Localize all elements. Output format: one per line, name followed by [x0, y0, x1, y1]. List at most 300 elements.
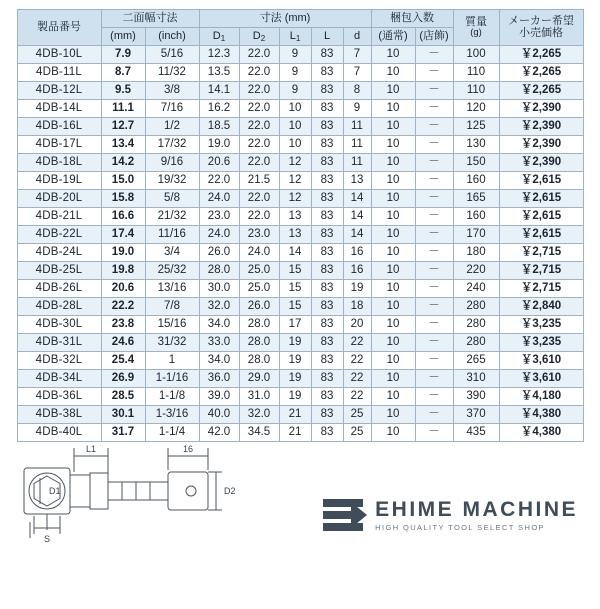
cell-d1: 39.0 [199, 388, 239, 406]
cell-d1: 19.0 [199, 136, 239, 154]
cell-d: 14 [343, 208, 371, 226]
cell-model: 4DB-18L [17, 154, 101, 172]
header-d1: $D_1$ [199, 28, 239, 46]
cell-l1: 21 [279, 406, 311, 424]
cell-shop: － [415, 226, 453, 244]
header-mm: (mm) [101, 28, 145, 46]
cell-shop: － [415, 208, 453, 226]
header-price: メーカー希望 小売価格 [499, 10, 583, 46]
cell-l1: 19 [279, 370, 311, 388]
cell-d1: 33.0 [199, 334, 239, 352]
cell-l: 83 [311, 280, 343, 298]
table-row [17, 82, 583, 100]
cell-price: ￥2,265 [499, 46, 583, 64]
cell-d: 22 [343, 370, 371, 388]
cell-d2: 26.0 [239, 298, 279, 316]
cell-price: ￥2,390 [499, 100, 583, 118]
cell-pack: 10 [371, 100, 415, 118]
product-spec-sheet [0, 9, 600, 609]
cell-d2: 28.0 [239, 316, 279, 334]
cell-d1: 14.1 [199, 82, 239, 100]
cell-l: 83 [311, 100, 343, 118]
cell-l: 83 [311, 226, 343, 244]
bottom-area [0, 442, 600, 550]
cell-shop: － [415, 118, 453, 136]
cell-d2: 22.0 [239, 118, 279, 136]
cell-model: 4DB-14L [17, 100, 101, 118]
table-row [17, 136, 583, 154]
cell-d: 25 [343, 424, 371, 442]
cell-s: 31.7 [101, 424, 145, 442]
header-across-flats: 二面幅寸法 [101, 10, 199, 28]
cell-d2: 25.0 [239, 280, 279, 298]
cell-l: 83 [311, 352, 343, 370]
header-packing: 梱包入数 [371, 10, 453, 28]
cell-model: 4DB-16L [17, 118, 101, 136]
cell-pack: 10 [371, 388, 415, 406]
cell-model: 4DB-38L [17, 406, 101, 424]
cell-s: 15.8 [101, 190, 145, 208]
cell-weight: 265 [453, 352, 499, 370]
cell-pack: 10 [371, 370, 415, 388]
cell-model: 4DB-36L [17, 388, 101, 406]
cell-inch: 25/32 [145, 262, 199, 280]
cell-inch: 5/16 [145, 46, 199, 64]
cell-price: ￥3,235 [499, 316, 583, 334]
cell-s: 17.4 [101, 226, 145, 244]
cell-d1: 42.0 [199, 424, 239, 442]
cell-inch: 9/16 [145, 154, 199, 172]
cell-weight: 170 [453, 226, 499, 244]
cell-l: 83 [311, 406, 343, 424]
cell-l: 83 [311, 82, 343, 100]
cell-model: 4DB-31L [17, 334, 101, 352]
cell-l1: 12 [279, 172, 311, 190]
header-l1: $L_1$ [279, 28, 311, 46]
cell-inch: 3/4 [145, 244, 199, 262]
cell-l: 83 [311, 262, 343, 280]
cell-d2: 21.5 [239, 172, 279, 190]
cell-weight: 280 [453, 334, 499, 352]
cell-l1: 12 [279, 190, 311, 208]
cell-model: 4DB-21L [17, 208, 101, 226]
cell-d: 7 [343, 64, 371, 82]
cell-s: 8.7 [101, 64, 145, 82]
table-row [17, 208, 583, 226]
table-row [17, 226, 583, 244]
cell-d: 11 [343, 118, 371, 136]
cell-weight: 150 [453, 154, 499, 172]
cell-l: 83 [311, 316, 343, 334]
cell-price: ￥2,265 [499, 82, 583, 100]
cell-d1: 36.0 [199, 370, 239, 388]
cell-price: ￥4,180 [499, 388, 583, 406]
cell-s: 14.2 [101, 154, 145, 172]
cell-model: 4DB-17L [17, 136, 101, 154]
cell-d2: 28.0 [239, 352, 279, 370]
cell-weight: 310 [453, 370, 499, 388]
cell-price: ￥3,610 [499, 370, 583, 388]
cell-inch: 15/16 [145, 316, 199, 334]
cell-weight: 160 [453, 172, 499, 190]
cell-l1: 15 [279, 298, 311, 316]
cell-d1: 34.0 [199, 316, 239, 334]
cell-d2: 24.0 [239, 244, 279, 262]
cell-l: 83 [311, 424, 343, 442]
cell-s: 20.6 [101, 280, 145, 298]
cell-l1: 15 [279, 280, 311, 298]
cell-shop: － [415, 46, 453, 64]
cell-pack: 10 [371, 424, 415, 442]
cell-weight: 160 [453, 208, 499, 226]
cell-d1: 24.0 [199, 190, 239, 208]
cell-weight: 110 [453, 64, 499, 82]
cell-model: 4DB-20L [17, 190, 101, 208]
cell-d2: 22.0 [239, 136, 279, 154]
cell-l: 83 [311, 172, 343, 190]
cell-d: 22 [343, 388, 371, 406]
cell-inch: 17/32 [145, 136, 199, 154]
cell-s: 26.9 [101, 370, 145, 388]
cell-shop: － [415, 334, 453, 352]
socket-dimension-drawing [18, 442, 268, 546]
cell-l1: 13 [279, 208, 311, 226]
cell-pack: 10 [371, 154, 415, 172]
cell-d: 18 [343, 298, 371, 316]
cell-l1: 9 [279, 82, 311, 100]
cell-pack: 10 [371, 136, 415, 154]
header-model: 製品番号 [17, 10, 101, 46]
cell-d: 11 [343, 136, 371, 154]
cell-model: 4DB-19L [17, 172, 101, 190]
cell-shop: － [415, 154, 453, 172]
cell-s: 24.6 [101, 334, 145, 352]
cell-inch: 1/2 [145, 118, 199, 136]
cell-pack: 10 [371, 298, 415, 316]
cell-l1: 9 [279, 46, 311, 64]
cell-price: ￥4,380 [499, 424, 583, 442]
table-row [17, 334, 583, 352]
cell-shop: － [415, 370, 453, 388]
cell-d2: 22.0 [239, 190, 279, 208]
cell-l1: 14 [279, 244, 311, 262]
cell-inch: 3/8 [145, 82, 199, 100]
cell-shop: － [415, 262, 453, 280]
cell-pack: 10 [371, 352, 415, 370]
cell-l1: 10 [279, 100, 311, 118]
cell-pack: 10 [371, 82, 415, 100]
cell-l1: 19 [279, 388, 311, 406]
table-row [17, 244, 583, 262]
cell-shop: － [415, 280, 453, 298]
cell-d2: 22.0 [239, 154, 279, 172]
brand-name: EHIME MACHINE [375, 497, 578, 521]
cell-shop: － [415, 172, 453, 190]
cell-d2: 22.0 [239, 64, 279, 82]
cell-inch: 13/16 [145, 280, 199, 298]
cell-pack: 10 [371, 334, 415, 352]
cell-inch: 5/8 [145, 190, 199, 208]
cell-model: 4DB-12L [17, 82, 101, 100]
cell-weight: 180 [453, 244, 499, 262]
cell-pack: 10 [371, 244, 415, 262]
cell-inch: 7/8 [145, 298, 199, 316]
cell-price: ￥4,380 [499, 406, 583, 424]
cell-inch: 1-3/16 [145, 406, 199, 424]
cell-d1: 22.0 [199, 172, 239, 190]
cell-d: 13 [343, 172, 371, 190]
cell-inch: 7/16 [145, 100, 199, 118]
table-row [17, 316, 583, 334]
cell-d1: 32.0 [199, 298, 239, 316]
cell-d2: 22.0 [239, 100, 279, 118]
table-row [17, 406, 583, 424]
cell-weight: 110 [453, 82, 499, 100]
cell-d1: 28.0 [199, 262, 239, 280]
table-row [17, 352, 583, 370]
cell-d2: 25.0 [239, 262, 279, 280]
cell-d: 25 [343, 406, 371, 424]
cell-l: 83 [311, 208, 343, 226]
cell-model: 4DB-11L [17, 64, 101, 82]
cell-d: 22 [343, 352, 371, 370]
cell-d2: 32.0 [239, 406, 279, 424]
cell-d: 19 [343, 280, 371, 298]
cell-l: 83 [311, 118, 343, 136]
cell-weight: 390 [453, 388, 499, 406]
cell-pack: 10 [371, 406, 415, 424]
cell-d: 11 [343, 154, 371, 172]
cell-d1: 18.5 [199, 118, 239, 136]
cell-inch: 11/32 [145, 64, 199, 82]
cell-l1: 12 [279, 154, 311, 172]
cell-shop: － [415, 136, 453, 154]
cell-price: ￥2,615 [499, 172, 583, 190]
cell-l1: 19 [279, 352, 311, 370]
cell-price: ￥2,840 [499, 298, 583, 316]
cell-price: ￥2,390 [499, 118, 583, 136]
table-row [17, 370, 583, 388]
cell-shop: － [415, 316, 453, 334]
table-row [17, 190, 583, 208]
cell-shop: － [415, 190, 453, 208]
cell-s: 7.9 [101, 46, 145, 64]
cell-shop: － [415, 298, 453, 316]
cell-l: 83 [311, 154, 343, 172]
cell-pack: 10 [371, 118, 415, 136]
table-row [17, 64, 583, 82]
cell-price: ￥2,615 [499, 190, 583, 208]
cell-d1: 30.0 [199, 280, 239, 298]
cell-shop: － [415, 424, 453, 442]
cell-shop: － [415, 100, 453, 118]
dim-label-d1: D1 [49, 486, 61, 496]
cell-inch: 31/32 [145, 334, 199, 352]
cell-l: 83 [311, 334, 343, 352]
cell-d1: 40.0 [199, 406, 239, 424]
cell-weight: 435 [453, 424, 499, 442]
cell-inch: 1-1/4 [145, 424, 199, 442]
cell-d: 7 [343, 46, 371, 64]
cell-l1: 19 [279, 334, 311, 352]
cell-price: ￥2,390 [499, 154, 583, 172]
cell-s: 9.5 [101, 82, 145, 100]
cell-s: 19.0 [101, 244, 145, 262]
cell-l: 83 [311, 190, 343, 208]
cell-pack: 10 [371, 46, 415, 64]
cell-s: 19.8 [101, 262, 145, 280]
cell-s: 11.1 [101, 100, 145, 118]
cell-d2: 29.0 [239, 370, 279, 388]
table-row [17, 298, 583, 316]
cell-d1: 26.0 [199, 244, 239, 262]
cell-d1: 34.0 [199, 352, 239, 370]
cell-d2: 23.0 [239, 226, 279, 244]
cell-inch: 21/32 [145, 208, 199, 226]
table-row [17, 388, 583, 406]
cell-inch: 1 [145, 352, 199, 370]
header-weight: 質量 (g) [453, 10, 499, 46]
cell-l1: 10 [279, 118, 311, 136]
cell-shop: － [415, 244, 453, 262]
cell-price: ￥2,715 [499, 262, 583, 280]
cell-price: ￥3,235 [499, 334, 583, 352]
cell-inch: 1-1/16 [145, 370, 199, 388]
cell-pack: 10 [371, 64, 415, 82]
cell-model: 4DB-25L [17, 262, 101, 280]
cell-d2: 22.0 [239, 82, 279, 100]
cell-weight: 240 [453, 280, 499, 298]
table-row [17, 262, 583, 280]
cell-d1: 13.5 [199, 64, 239, 82]
cell-d2: 31.0 [239, 388, 279, 406]
cell-pack: 10 [371, 316, 415, 334]
cell-s: 30.1 [101, 406, 145, 424]
cell-pack: 10 [371, 208, 415, 226]
header-pack-normal: (通常) [371, 28, 415, 46]
cell-d: 16 [343, 262, 371, 280]
cell-weight: 220 [453, 262, 499, 280]
header-dimensions: 寸法 (mm) [199, 10, 371, 28]
dim-label-s: S [44, 534, 51, 544]
cell-pack: 10 [371, 172, 415, 190]
cell-d1: 24.0 [199, 226, 239, 244]
cell-d2: 34.5 [239, 424, 279, 442]
table-row [17, 118, 583, 136]
cell-l: 83 [311, 64, 343, 82]
table-row [17, 100, 583, 118]
dim-label-d2: D2 [224, 486, 236, 496]
cell-inch: 19/32 [145, 172, 199, 190]
cell-price: ￥2,615 [499, 208, 583, 226]
cell-l: 83 [311, 388, 343, 406]
cell-s: 23.8 [101, 316, 145, 334]
brand-tagline: HIGH QUALITY TOOL SELECT SHOP [375, 522, 545, 532]
cell-l1: 15 [279, 262, 311, 280]
cell-weight: 130 [453, 136, 499, 154]
cell-price: ￥2,715 [499, 244, 583, 262]
cell-s: 15.0 [101, 172, 145, 190]
cell-price: ￥2,265 [499, 64, 583, 82]
cell-l: 83 [311, 370, 343, 388]
cell-d: 14 [343, 226, 371, 244]
cell-d: 22 [343, 334, 371, 352]
cell-shop: － [415, 388, 453, 406]
cell-d: 20 [343, 316, 371, 334]
cell-d: 16 [343, 244, 371, 262]
cell-l: 83 [311, 298, 343, 316]
cell-l: 83 [311, 46, 343, 64]
cell-model: 4DB-28L [17, 298, 101, 316]
cell-d: 14 [343, 190, 371, 208]
cell-pack: 10 [371, 280, 415, 298]
cell-d2: 22.0 [239, 46, 279, 64]
cell-model: 4DB-22L [17, 226, 101, 244]
cell-s: 13.4 [101, 136, 145, 154]
cell-weight: 370 [453, 406, 499, 424]
cell-model: 4DB-32L [17, 352, 101, 370]
cell-shop: － [415, 352, 453, 370]
cell-d1: 16.2 [199, 100, 239, 118]
cell-shop: － [415, 64, 453, 82]
cell-s: 28.5 [101, 388, 145, 406]
cell-d: 9 [343, 100, 371, 118]
cell-inch: 11/16 [145, 226, 199, 244]
cell-price: ￥2,390 [499, 136, 583, 154]
cell-l1: 13 [279, 226, 311, 244]
cell-d2: 28.0 [239, 334, 279, 352]
table-row [17, 46, 583, 64]
cell-l: 83 [311, 244, 343, 262]
cell-model: 4DB-26L [17, 280, 101, 298]
cell-inch: 1-1/8 [145, 388, 199, 406]
table-header [17, 10, 583, 46]
header-inch: (inch) [145, 28, 199, 46]
header-d2: $D_2$ [239, 28, 279, 46]
cell-model: 4DB-10L [17, 46, 101, 64]
cell-model: 4DB-30L [17, 316, 101, 334]
cell-shop: － [415, 406, 453, 424]
spec-table [17, 9, 584, 442]
cell-l1: 9 [279, 64, 311, 82]
cell-price: ￥3,610 [499, 352, 583, 370]
cell-l1: 17 [279, 316, 311, 334]
header-d: d [343, 28, 371, 46]
cell-d1: 12.3 [199, 46, 239, 64]
table-row [17, 154, 583, 172]
cell-model: 4DB-40L [17, 424, 101, 442]
cell-price: ￥2,715 [499, 280, 583, 298]
table-row [17, 280, 583, 298]
cell-l: 83 [311, 136, 343, 154]
cell-d2: 22.0 [239, 208, 279, 226]
cell-pack: 10 [371, 226, 415, 244]
cell-s: 25.4 [101, 352, 145, 370]
table-body [17, 46, 583, 442]
cell-d1: 23.0 [199, 208, 239, 226]
cell-s: 22.2 [101, 298, 145, 316]
table-row [17, 424, 583, 442]
cell-price: ￥2,615 [499, 226, 583, 244]
cell-weight: 165 [453, 190, 499, 208]
cell-l1: 21 [279, 424, 311, 442]
e-mark-icon [323, 498, 365, 532]
cell-d: 8 [343, 82, 371, 100]
cell-shop: － [415, 82, 453, 100]
cell-pack: 10 [371, 262, 415, 280]
cell-weight: 280 [453, 316, 499, 334]
cell-s: 16.6 [101, 208, 145, 226]
